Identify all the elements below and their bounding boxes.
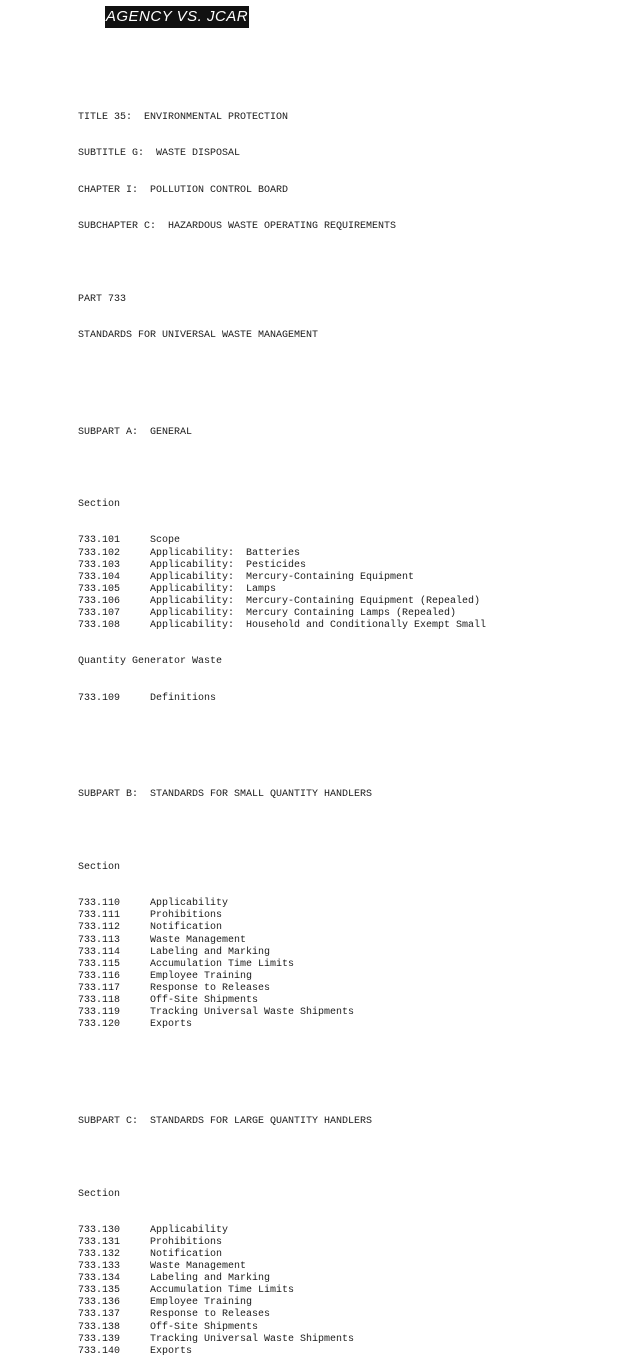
section-row <box>78 959 608 971</box>
section-title: Scope <box>150 535 181 547</box>
section-row <box>78 1225 608 1237</box>
section-row <box>78 995 608 1007</box>
section-number: 733.111 <box>78 910 121 922</box>
section-row <box>78 693 608 705</box>
section-number: 733.140 <box>78 1345 121 1357</box>
section-row <box>78 1309 608 1321</box>
section-number: 733.107 <box>78 608 121 620</box>
section-title: Off-Site Shipments <box>150 995 259 1007</box>
section-title: Waste Management <box>150 1261 247 1273</box>
section-number: 733.102 <box>78 547 121 559</box>
section-number: 733.120 <box>78 1019 121 1031</box>
document-page <box>78 88 608 1370</box>
part-number: PART 733 <box>78 293 127 305</box>
section-number: 733.134 <box>78 1273 121 1285</box>
section-title-wrap: Quantity Generator Waste <box>78 656 223 668</box>
section-title: Applicability: Mercury-Containing Equipment <box>150 571 415 583</box>
section-row <box>78 1019 608 1031</box>
section-label: Section <box>78 499 121 511</box>
section-number: 733.116 <box>78 970 121 982</box>
section-title: Waste Management <box>150 934 247 946</box>
subpart-a-section-list <box>78 535 608 632</box>
section-row <box>78 1249 608 1261</box>
subpart-c-section-list <box>78 1225 608 1358</box>
section-number: 733.139 <box>78 1333 121 1345</box>
part-title: STANDARDS FOR UNIVERSAL WASTE MANAGEMENT <box>78 329 319 341</box>
section-number: 733.118 <box>78 995 121 1007</box>
section-row <box>78 584 608 596</box>
section-title: Prohibitions <box>150 1236 223 1248</box>
section-title: Definitions <box>150 692 217 704</box>
section-number: 733.106 <box>78 595 121 607</box>
section-label: Section <box>78 1188 121 1200</box>
section-number: 733.119 <box>78 1007 121 1019</box>
section-title: Labeling and Marking <box>150 946 271 958</box>
section-title: Exports <box>150 1019 193 1031</box>
section-row <box>78 560 608 572</box>
header-subchapter: SUBCHAPTER C: HAZARDOUS WASTE OPERATING REQUIREMENTS <box>78 221 397 233</box>
section-number: 733.131 <box>78 1236 121 1248</box>
subpart-c-heading: SUBPART C: STANDARDS FOR LARGE QUANTITY HANDLERS <box>78 1115 373 1127</box>
section-title: Employee Training <box>150 970 253 982</box>
section-title: Notification <box>150 1249 223 1260</box>
section-title: Notification <box>150 922 223 934</box>
section-row <box>78 935 608 947</box>
section-row <box>78 596 608 608</box>
section-row <box>78 910 608 922</box>
section-row <box>78 1334 608 1346</box>
section-row <box>78 1285 608 1297</box>
section-row <box>78 620 608 632</box>
section-title: Tracking Universal Waste Shipments <box>150 1333 355 1345</box>
section-number: 733.133 <box>78 1261 121 1273</box>
section-number: 733.110 <box>78 898 121 910</box>
section-title: Applicability: Pesticides <box>150 559 307 571</box>
section-row <box>78 971 608 983</box>
section-number: 733.108 <box>78 620 121 632</box>
section-title: Applicability: Lamps <box>150 583 277 595</box>
section-number: 733.130 <box>78 1224 121 1236</box>
section-number: 733.103 <box>78 559 121 571</box>
section-row <box>78 898 608 910</box>
subpart-a-section-list-continued <box>78 693 608 705</box>
section-title: Applicability: Mercury-Containing Equipment (Repealed) <box>150 595 481 607</box>
header-title: TITLE 35: ENVIRONMENTAL PROTECTION <box>78 112 289 124</box>
section-row <box>78 535 608 547</box>
section-number: 733.104 <box>78 571 121 583</box>
subpart-b-heading: SUBPART B: STANDARDS FOR SMALL QUANTITY HANDLERS <box>78 789 373 801</box>
header-chapter: CHAPTER I: POLLUTION CONTROL BOARD <box>78 184 289 196</box>
section-row <box>78 1261 608 1273</box>
section-row <box>78 1007 608 1019</box>
section-title: Off-Site Shipments <box>150 1321 259 1333</box>
section-title: Applicability <box>150 898 229 910</box>
section-title: Applicability: Household and Conditionally Exempt Small <box>150 620 487 632</box>
agency-vs-jcar-stamp: AGENCY VS. JCAR <box>105 6 249 28</box>
section-title: Exports <box>150 1345 193 1357</box>
section-number: 733.117 <box>78 982 121 994</box>
section-row <box>78 548 608 560</box>
section-number: 733.132 <box>78 1249 121 1260</box>
subpart-a-heading: SUBPART A: GENERAL <box>78 426 193 438</box>
section-title: Response to Releases <box>150 982 271 994</box>
section-row <box>78 1297 608 1309</box>
section-row <box>78 922 608 934</box>
section-row <box>78 1273 608 1285</box>
section-title: Applicability: Mercury Containing Lamps (Repealed) <box>150 608 457 620</box>
section-title: Prohibitions <box>150 910 223 922</box>
section-number: 733.112 <box>78 922 121 934</box>
section-title: Employee Training <box>150 1297 253 1309</box>
section-title: Applicability <box>150 1224 229 1236</box>
section-label: Section <box>78 862 121 873</box>
section-title: Accumulation Time Limits <box>150 1285 295 1297</box>
section-title: Applicability: Batteries <box>150 547 301 559</box>
subpart-b-section-list <box>78 898 608 1031</box>
section-number: 733.113 <box>78 934 121 946</box>
header-subtitle: SUBTITLE G: WASTE DISPOSAL <box>78 148 241 160</box>
section-number: 733.135 <box>78 1285 121 1297</box>
section-row <box>78 572 608 584</box>
section-row <box>78 1237 608 1249</box>
section-row <box>78 1346 608 1358</box>
section-number: 733.136 <box>78 1297 121 1309</box>
section-number: 733.101 <box>78 535 121 547</box>
section-title: Accumulation Time Limits <box>150 958 295 970</box>
section-number: 733.138 <box>78 1321 121 1333</box>
section-title: Tracking Universal Waste Shipments <box>150 1007 355 1019</box>
section-row <box>78 1322 608 1334</box>
section-number: 733.115 <box>78 958 121 970</box>
section-number: 733.109 <box>78 692 121 704</box>
section-title: Labeling and Marking <box>150 1273 271 1285</box>
section-number: 733.105 <box>78 583 121 595</box>
section-number: 733.137 <box>78 1309 121 1321</box>
section-row <box>78 608 608 620</box>
section-title: Response to Releases <box>150 1309 271 1321</box>
section-row <box>78 947 608 959</box>
section-row <box>78 983 608 995</box>
section-number: 733.114 <box>78 946 121 958</box>
